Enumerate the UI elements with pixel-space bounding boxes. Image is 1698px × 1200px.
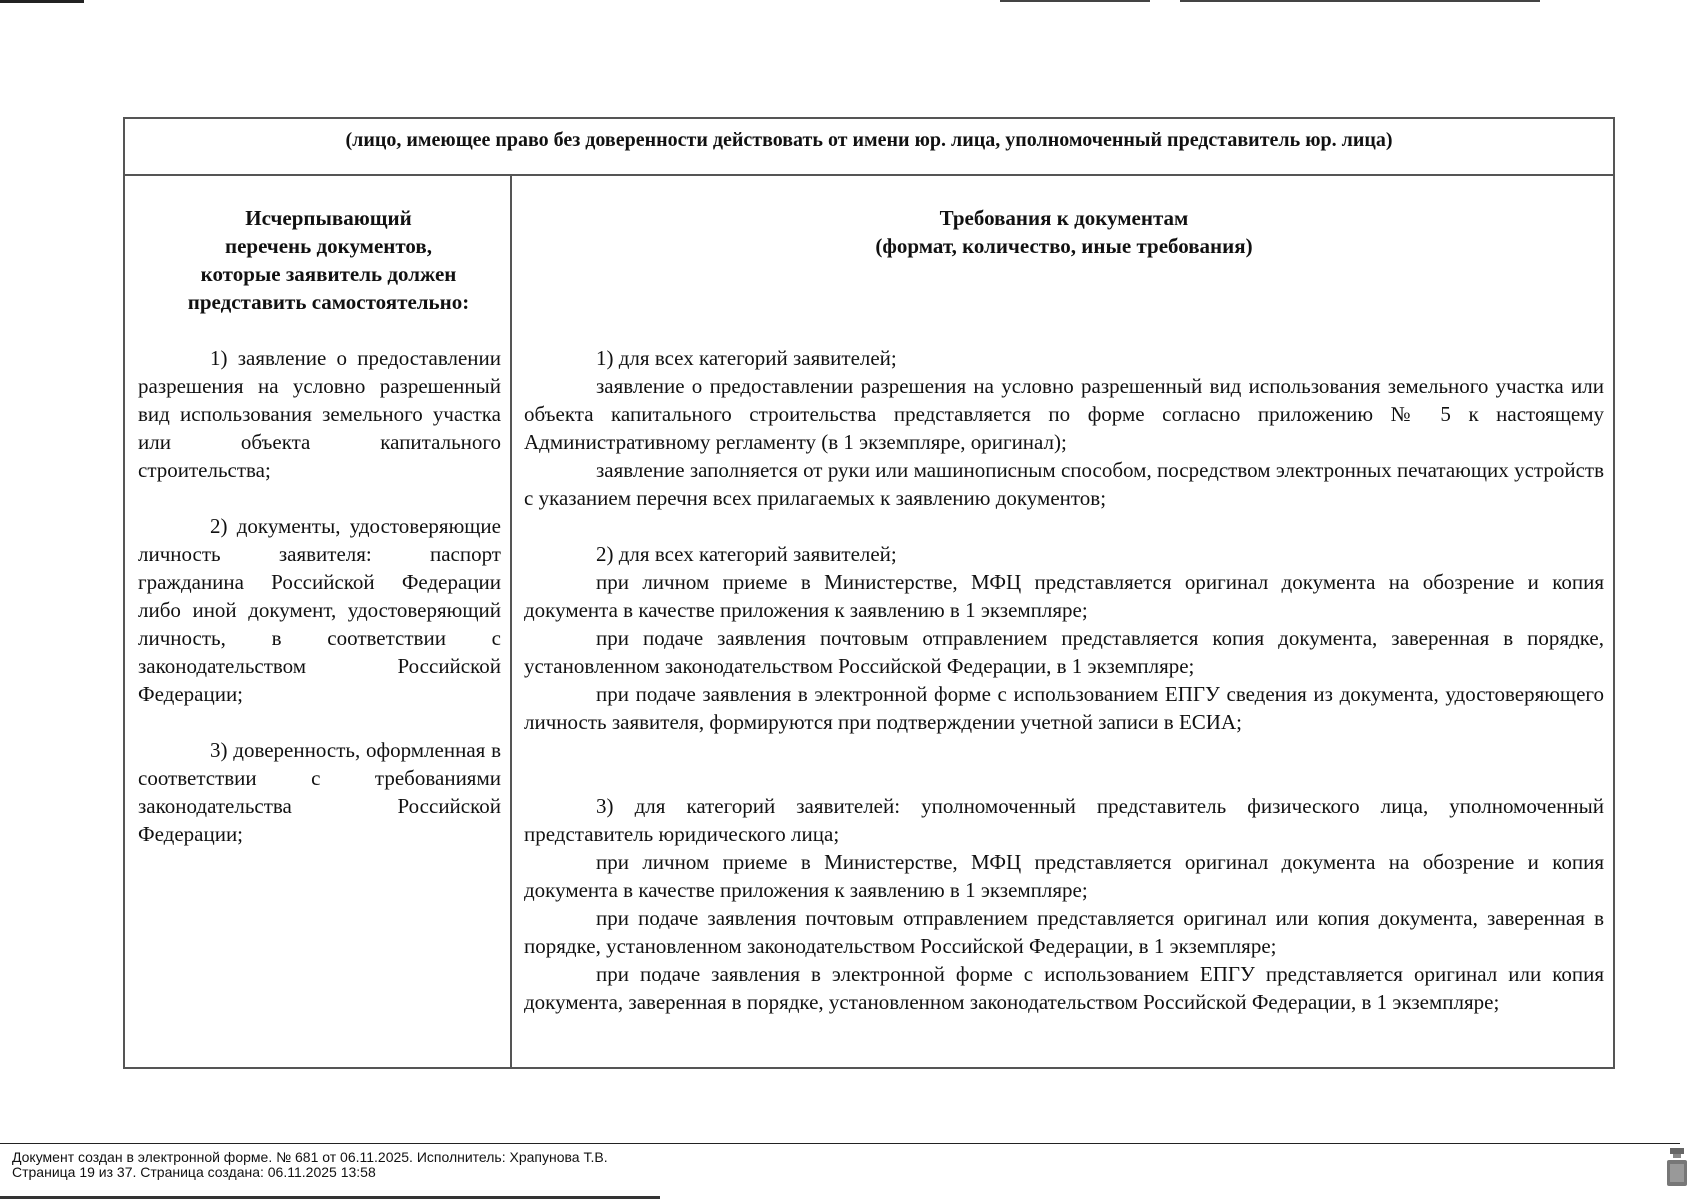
right-item-paragraph: 3) для категорий заявителей: уполномоченный представитель физического лица, уполномоченный представитель юридического лица; xyxy=(524,794,1604,846)
right-item-paragraph: при подаче заявления почтовым отправлением представляется оригинал или копия документа, заверенная в порядке, установленном законодательством Российской Федерации, в 1 экземпляре; xyxy=(524,906,1604,958)
left-item-3 xyxy=(138,736,501,848)
right-item-paragraph: 1) для всех категорий заявителей; xyxy=(596,346,897,370)
right-item-paragraph: 2) для всех категорий заявителей; xyxy=(596,542,897,566)
document-stamp-icon xyxy=(1666,1148,1688,1186)
right-item-paragraph: при личном приеме в Министерстве, МФЦ представляется оригинал документа на обозрение и копия документа в качестве приложения к заявлению в 1 экземпляре; xyxy=(524,570,1604,622)
right-item-paragraph: при личном приеме в Министерстве, МФЦ представляется оригинал документа на обозрение и копия документа в качестве приложения к заявлению в 1 экземпляре; xyxy=(524,850,1604,902)
column-divider xyxy=(510,176,512,1067)
left-item-text: 1) заявление о предоставлении разрешения на условно разрешенный вид использования земельного участка или объекта капитального строительства; xyxy=(138,346,501,482)
right-column-title xyxy=(524,204,1604,260)
top-scan-line xyxy=(1000,0,1150,2)
left-item-2 xyxy=(138,512,501,708)
right-item-paragraph: при подаче заявления почтовым отправлением представляется копия документа, заверенная в порядке, установленном законодательством Российской Федерации, в 1 экземпляре; xyxy=(524,626,1604,678)
title-line: перечень документов, xyxy=(225,234,432,258)
documents-table xyxy=(123,117,1615,1069)
left-column xyxy=(138,204,501,848)
right-item-paragraph: при подаче заявления в электронной форме с использованием ЕПГУ представляется оригинал или копия документа, заверенная в порядке, установленном законодательством Российской Федерации, в 1 экземпляре; xyxy=(524,962,1604,1014)
document-footer xyxy=(12,1150,608,1180)
left-column-title xyxy=(138,204,501,316)
title-line: представить самостоятельно: xyxy=(187,290,470,314)
footer-line-2: Страница 19 из 37. Страница создана: 06.11.2025 13:58 xyxy=(12,1164,376,1180)
right-item-paragraph: заявление заполняется от руки или машинописным способом, посредством электронных печатающих устройств с указанием перечня всех прилагаемых к заявлению документов; xyxy=(524,458,1604,510)
left-item-1 xyxy=(138,344,501,484)
title-line: которые заявитель должен xyxy=(200,262,457,286)
title-line: Исчерпывающий xyxy=(245,206,412,230)
top-scan-line xyxy=(0,0,84,3)
top-scan-line xyxy=(1180,0,1540,2)
title-line: Требования к документам xyxy=(939,206,1189,230)
right-item-2 xyxy=(524,540,1604,736)
table-header: (лицо, имеющее право без доверенности действовать от имени юр. лица, уполномоченный представитель юр. лица) xyxy=(125,119,1613,176)
right-item-3 xyxy=(524,792,1604,1016)
left-item-text: 2) документы, удостоверяющие личность заявителя: паспорт гражданина Российской Федерации либо иной документ, удостоверяющий личность, в соответствии с законодательством Российской Федерации; xyxy=(138,514,501,706)
right-item-1 xyxy=(524,344,1604,512)
right-column xyxy=(524,204,1604,1016)
footer-divider xyxy=(0,1143,1680,1144)
footer-line-1: Документ создан в электронной форме. № 681 от 06.11.2025. Исполнитель: Храпунова Т.В. xyxy=(12,1149,608,1165)
bottom-scan-line xyxy=(0,1196,660,1199)
title-line: (формат, количество, иные требования) xyxy=(875,234,1253,258)
right-item-paragraph: при подаче заявления в электронной форме с использованием ЕПГУ сведения из документа, удостоверяющего личность заявителя, формируются при подтверждении учетной записи в ЕСИА; xyxy=(524,682,1604,734)
right-item-paragraph: заявление о предоставлении разрешения на условно разрешенный вид использования земельного участка или объекта капитального строительства представляется по форме согласно приложению № 5 к настоящему Административному регламенту (в 1 экземпляре, оригинал); xyxy=(524,374,1604,454)
left-item-text: 3) доверенность, оформленная в соответствии с требованиями законодательства Российской Федерации; xyxy=(138,738,501,846)
